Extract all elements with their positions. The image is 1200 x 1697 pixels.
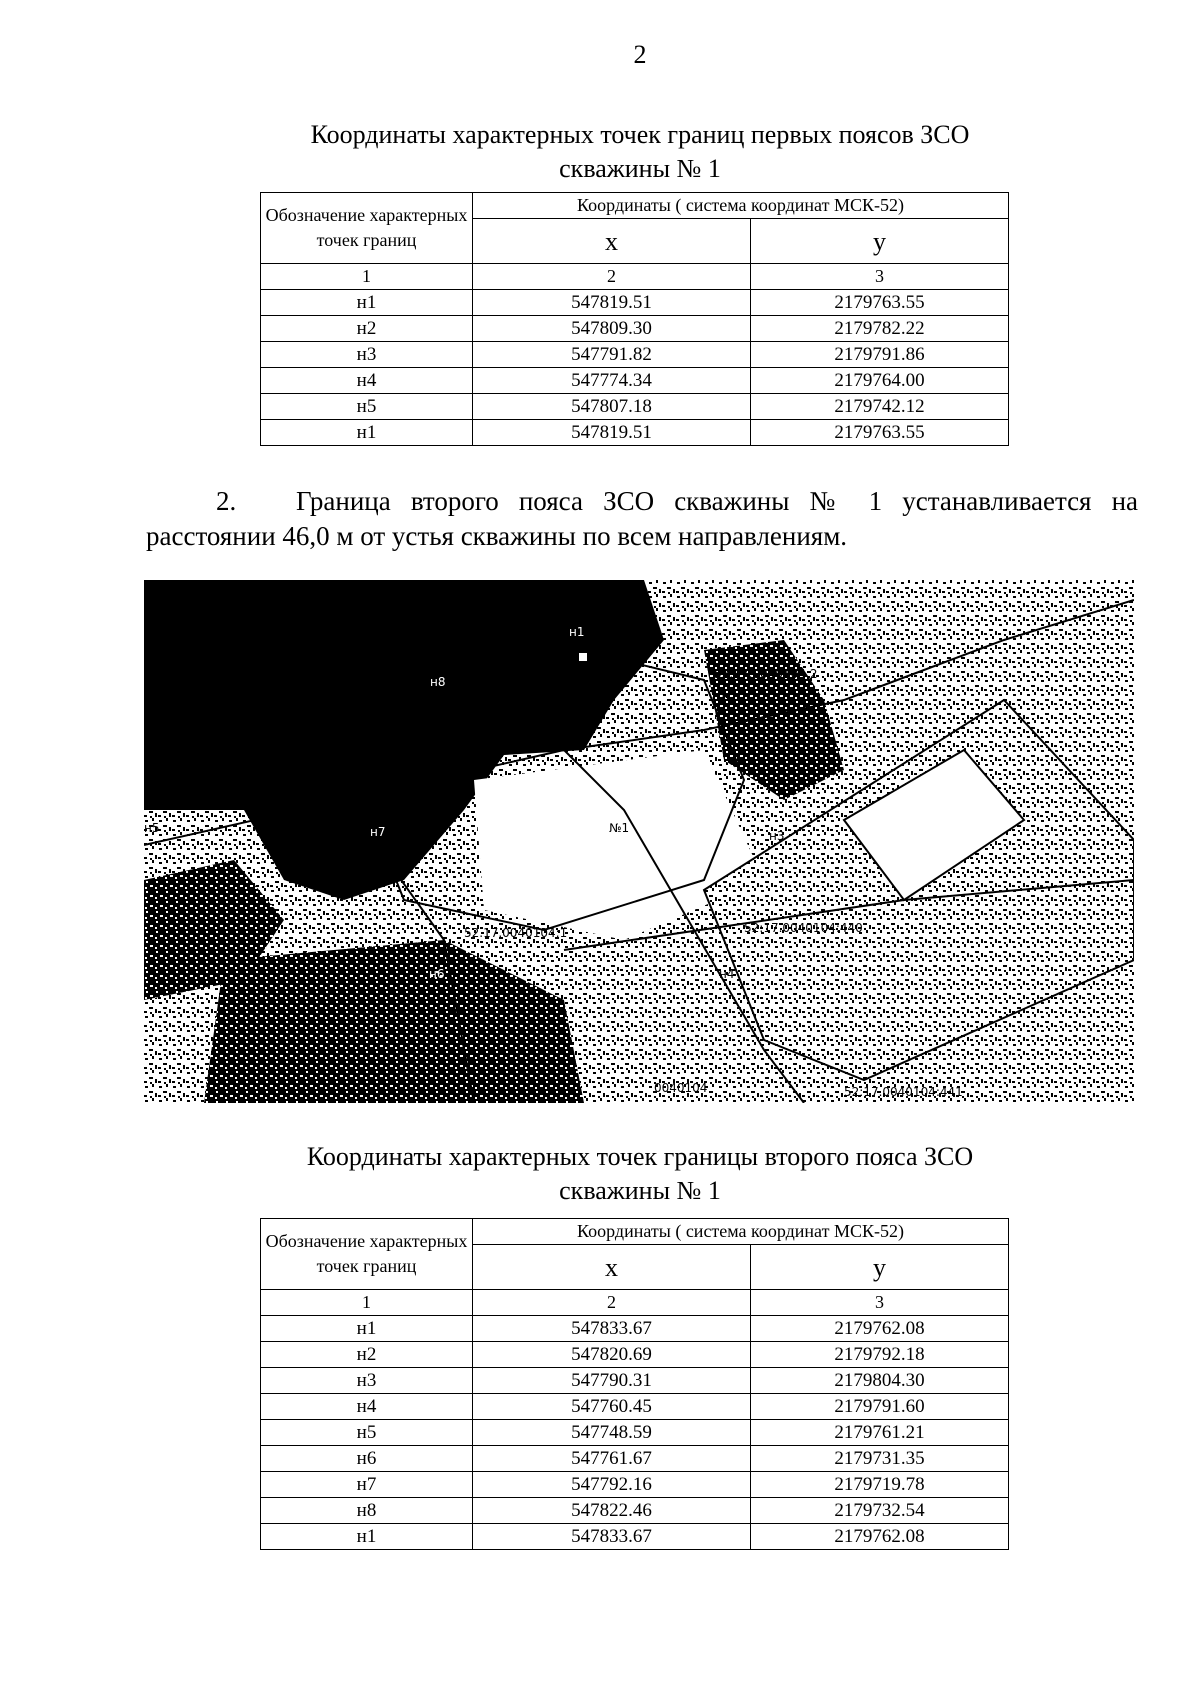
point-label: н2: [261, 1342, 473, 1368]
coord-x: 547790.31: [473, 1368, 751, 1394]
table2-colnum-row: [261, 1290, 1009, 1316]
coord-y: 2179762.08: [751, 1316, 1009, 1342]
coord-x: 547833.67: [473, 1316, 751, 1342]
map-label-n2: н2: [717, 687, 733, 701]
table-row: [261, 1420, 1009, 1446]
table2-header-y: у: [751, 1245, 1009, 1290]
coord-x: 547761.67: [473, 1446, 751, 1472]
table2-title: [0, 1140, 1200, 1208]
coord-y: 2179762.08: [751, 1524, 1009, 1550]
point-label: н6: [261, 1446, 473, 1472]
table2-title-line2: скважины № 1: [559, 1176, 721, 1205]
coord-x: 547792.16: [473, 1472, 751, 1498]
table-row: [261, 316, 1009, 342]
coord-x: 547807.18: [473, 394, 751, 420]
point-label: н3: [261, 1368, 473, 1394]
page-number: 2: [633, 40, 647, 69]
map-label-well: №1: [609, 821, 630, 835]
table-row: [261, 1446, 1009, 1472]
table-row: [261, 420, 1009, 446]
coord-y: 2179791.86: [751, 342, 1009, 368]
map-image: [144, 580, 1134, 1103]
map-label-n4: н4: [719, 967, 735, 981]
point-label: н4: [261, 1394, 473, 1420]
coord-x: 547748.59: [473, 1420, 751, 1446]
table2-header-x: х: [473, 1245, 751, 1290]
paragraph-number: 2.: [216, 486, 237, 516]
table2-header-label: Обозначение характерных точек границ: [261, 1219, 473, 1290]
table1-title-line2: скважины № 1: [559, 154, 721, 183]
map-label-cadastre: 52:17.0040104:440: [744, 921, 863, 935]
coord-x: 547820.69: [473, 1342, 751, 1368]
table-row: [261, 290, 1009, 316]
table2-colnum: 2: [473, 1290, 751, 1316]
coord-y: 2179764.00: [751, 368, 1009, 394]
coord-x: 547819.51: [473, 420, 751, 446]
map-label-n5: н5: [144, 821, 160, 835]
point-label: н1: [261, 420, 473, 446]
table1-header-x: х: [473, 219, 751, 264]
table1-header-system: Координаты ( система координат МСК-52): [473, 193, 1009, 219]
coord-y: 2179792.18: [751, 1342, 1009, 1368]
coord-y: 2179782.22: [751, 316, 1009, 342]
point-label: н4: [261, 368, 473, 394]
coord-y: 2179731.35: [751, 1446, 1009, 1472]
point-label: н5: [261, 1420, 473, 1446]
table2-body: [261, 1219, 1009, 1550]
table2-title-line1: Координаты характерных точек границы второго пояса ЗСО: [306, 1142, 974, 1171]
coord-x: 547809.30: [473, 316, 751, 342]
coord-y: 2179804.30: [751, 1368, 1009, 1394]
table1-colnum: 3: [751, 264, 1009, 290]
table-row: [261, 394, 1009, 420]
table2-coordinates: [260, 1218, 1009, 1550]
coord-x: 547819.51: [473, 290, 751, 316]
table1-colnum: 1: [261, 264, 473, 290]
point-label: н3: [261, 342, 473, 368]
table2-colnum: 3: [751, 1290, 1009, 1316]
coord-y: 2179761.21: [751, 1420, 1009, 1446]
table1-coordinates: [260, 192, 1009, 446]
table-row: [261, 342, 1009, 368]
coord-x: 547822.46: [473, 1498, 751, 1524]
map-label-n3: н3: [769, 829, 785, 843]
table-row: [261, 1394, 1009, 1420]
table1-title: [0, 118, 1200, 186]
coord-x: 547774.34: [473, 368, 751, 394]
table-row: [261, 1316, 1009, 1342]
table-row: [261, 1472, 1009, 1498]
point-label: н7: [261, 1472, 473, 1498]
table1-title-line1: Координаты характерных точек границ первых поясов ЗСО: [310, 120, 970, 149]
map-label-cadastre: 52.17.0040104:1: [464, 926, 568, 940]
map-label-cadastre: 52:17.0040104:2: [714, 667, 818, 681]
coord-y: 2179742.12: [751, 394, 1009, 420]
table1-colnum-row: [261, 264, 1009, 290]
table2-header-system: Координаты ( система координат МСК-52): [473, 1219, 1009, 1245]
coord-y: 2179791.60: [751, 1394, 1009, 1420]
coord-y: 2179732.54: [751, 1498, 1009, 1524]
map-label-cadastre: 0040104: [654, 1081, 708, 1095]
coord-y: 2179763.55: [751, 290, 1009, 316]
map-label-n7: н7: [370, 825, 386, 839]
coord-x: 547833.67: [473, 1524, 751, 1550]
table-row: [261, 1498, 1009, 1524]
table1-header-row: [261, 193, 1009, 219]
point-label: н2: [261, 316, 473, 342]
point-label: н1: [261, 1316, 473, 1342]
coord-x: 547760.45: [473, 1394, 751, 1420]
table1-colnum: 2: [473, 264, 751, 290]
table2-colnum: 1: [261, 1290, 473, 1316]
table1-header-label: Обозначение характерных точек границ: [261, 193, 473, 264]
point-label: н5: [261, 394, 473, 420]
table2-header-row: [261, 1219, 1009, 1245]
table1-header-y: у: [751, 219, 1009, 264]
coord-x: 547791.82: [473, 342, 751, 368]
coord-y: 2179763.55: [751, 420, 1009, 446]
map-label-n8: н8: [430, 675, 446, 689]
paragraph-text: Граница второго пояса ЗСО скважины № 1 устанавливается на расстоянии 46,0 м от устья скважины по всем направлениям.: [146, 486, 1138, 551]
map-label-n6: н6: [429, 967, 445, 981]
paragraph-second-zone: [146, 484, 1138, 554]
table1-body: [261, 193, 1009, 446]
map-svg: [144, 580, 1134, 1103]
point-label: н8: [261, 1498, 473, 1524]
point-label: н1: [261, 290, 473, 316]
table-row: [261, 1524, 1009, 1550]
point-label: н1: [261, 1524, 473, 1550]
map-label-n1: н1: [569, 625, 585, 639]
table-row: [261, 1342, 1009, 1368]
map-well-marker: [578, 652, 588, 662]
table-row: [261, 368, 1009, 394]
table-row: [261, 1368, 1009, 1394]
coord-y: 2179719.78: [751, 1472, 1009, 1498]
map-label-cadastre: 52:17.0040104:441: [844, 1085, 963, 1099]
